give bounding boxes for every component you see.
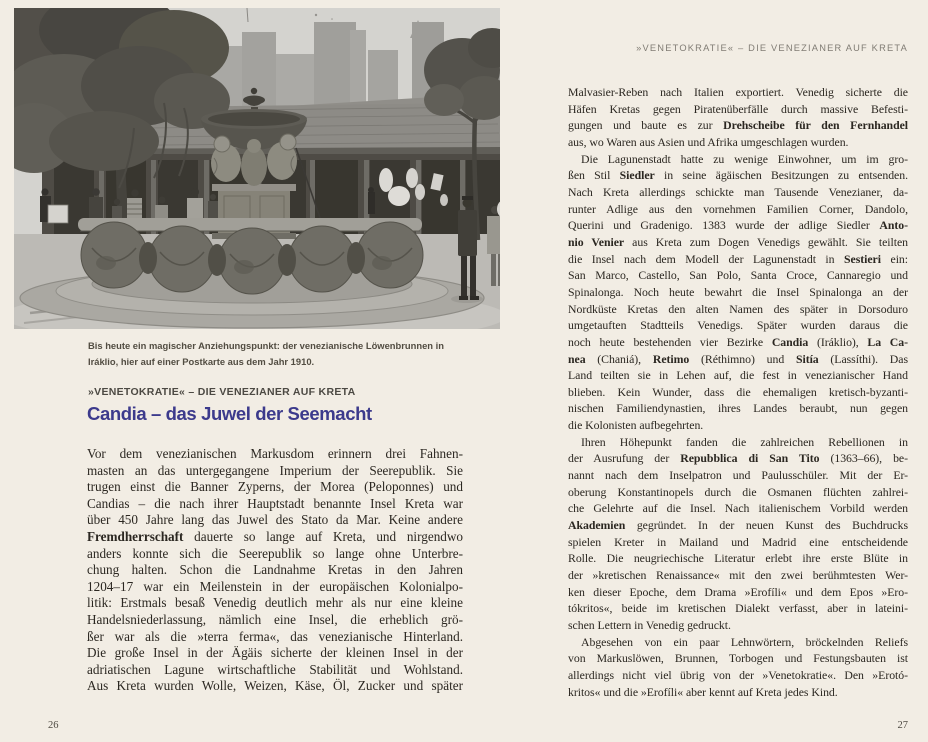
text-line: oberung Konstantinopels durch die Osmanen flüchten zahlrei- <box>568 484 908 499</box>
text-line: die Insel nach dem Modell der Lagunenstadt in Sestieri ein: <box>568 251 908 266</box>
text-line: Ihren Höhepunkt fanden die zahlreichen Rebellionen in <box>581 434 908 449</box>
text-line: Abgesehen von ein paar Lehnwörtern, bröckelnden Reliefs <box>581 634 908 649</box>
text-line: nea (Chaniá), Retimo (Réthimno) und Sitía (Lassíthi). Das <box>568 351 908 366</box>
text-line: ken dieser Epoche, dem Drama »Erofíli« und dem Epos »Ero- <box>568 584 908 599</box>
text-line: von Markuslöwen, Brunnen, Torbogen und Festungsbauten ist <box>568 651 908 666</box>
text-line: spielen Kreter in Mailand und Madrid eine entscheidende <box>568 534 908 549</box>
fountain-photo-illustration <box>14 8 500 329</box>
text-line: der »kretischen Renaissance« mit den zwei berühmtesten Wer- <box>568 568 908 583</box>
text-line: allerdings nicht viel übrig von der »Venetokratie«. Den »Erotó- <box>568 667 908 682</box>
text-line: Die Lagunenstadt hatte zu wenige Einwohner, um im gro- <box>581 151 908 166</box>
text-line: Handelsniederlassung, nämlich eine Insel, die erheblich grö- <box>87 611 463 627</box>
text-line: Vor dem venezianischen Markusdom erinnern drei Fahnen- <box>87 446 463 461</box>
text-line: Land teilten sie in Lehen auf, die fest in venezianischer Hand <box>568 368 908 383</box>
text-line: blieben. Kein Wunder, dass die ehemaligen kretisch-byzanti- <box>568 384 908 399</box>
text-line: Spinalonga. Noch heute bewahrt die Insel Spinalonga an der <box>568 284 908 299</box>
text-line: Querini und Gradenigo. 1383 wurde der adlige Siedler Anto- <box>568 218 908 233</box>
text-line: ßen Stil Siedler in seine ägäischen Besitzungen zu entsenden. <box>568 168 908 183</box>
text-line: Rolle. Die neugriechische Literatur erlebt ihre erste Blüte in <box>568 551 908 566</box>
text-line: trugen einst die Banner Zyperns, der Morea (Peloponnes) und <box>87 479 463 495</box>
photo-lion-statues <box>211 134 297 186</box>
body-text-right <box>568 84 908 700</box>
text-line: Fremdherrschaft dauerte so lange auf Kreta, und nirgendwo <box>87 528 463 544</box>
text-line: tókritos«, beide im kretischen Dialekt verfasst, aber in lateini- <box>568 601 908 616</box>
text-line: nio Venier aus Kreta zum Dogen Venedigs gewählt. Sie teilten <box>568 234 908 249</box>
text-line: gungen und baute es zur Drehscheibe für den Fernhandel <box>568 118 908 133</box>
text-line: umgetauften Stadtteils Venedigs. Später wurden daraus die <box>568 318 908 333</box>
text-line: aus, wo Waren aus Asien und Afrika umgeschlagen wurden. <box>568 134 849 149</box>
text-line: der Ausrufung der Repubblica di San Tito (1363–66), be- <box>568 451 908 466</box>
text-line: nannt nach dem Inselpatron und Paulusschüler. Mit der Er- <box>568 468 908 483</box>
text-line: Malvasier-Reben nach Italien exportiert. Venedig sicherte die <box>568 85 908 99</box>
text-line: adriatischen Lagune wirtschaftliche Stabilität und Wohlstand. <box>87 661 463 677</box>
text-line: runter Adlige aus den vornehmen Familien Corner, Dandolo, <box>568 201 908 216</box>
text-line: Candias – die nach ihrer Hauptstadt benannte Insel Kreta war <box>87 495 463 511</box>
text-line: Akademien gegründet. In der neuen Kunst des Buchdrucks <box>568 518 908 533</box>
text-line: Die große Insel in der Ägäis sicherte der kleinen Insel in der <box>87 645 463 661</box>
text-line: die Kolonisten aufbegehrten. <box>568 418 704 433</box>
text-line: schen Lettern in Venedig gedruckt. <box>568 618 731 632</box>
text-line: kritos« und die »Erofíli« aber kennt auf Kreta jedes Kind. <box>568 684 838 699</box>
chapter-title: Candia – das Juwel der Seemacht <box>87 403 372 424</box>
page-number-right: 27 <box>897 720 908 731</box>
fountain-photo <box>14 8 500 329</box>
text-line: nischen Familiendynastien, ihres Landes beraubt, nun gegen <box>568 401 908 416</box>
text-line: Bis heute ein magischer Anziehungspunkt: der venezianische Löwenbrunnen in <box>88 340 444 351</box>
text-line: noch heute bestehenden vier Bezirke Candia (Iráklio), La Ca- <box>568 334 908 349</box>
text-line: ßer war als die »terra ferma«, das venezianische Hinterland. <box>87 628 463 644</box>
text-line: 1204–17 war ein Meilenstein in der europäischen Kolonialpo- <box>87 578 463 594</box>
text-line: litik: Erstmals besaß Venedig deutlich mehr als nur eine kleine <box>87 595 463 611</box>
text-line: che Gelehrte auf die Insel. Nach italienischem Vorbild werden <box>568 501 908 516</box>
running-header: »VENETOKRATIE« – DIE VENEZIANER AUF KRETA <box>636 43 908 53</box>
text-line: anders konnte sich die Seerepublik so lange ohne Unterbre- <box>87 545 463 561</box>
body-text-left <box>87 446 463 695</box>
photo-caption <box>88 338 458 369</box>
text-line: Nordküste Kretas den alten Namen des später in Dorsoduro <box>568 301 908 316</box>
text-line: Iráklio, hier auf einer Postkarte aus dem Jahr 1910. <box>88 355 315 367</box>
text-line: Aus Kreta wurden Wolle, Weizen, Käse, Öl, Zucker und später <box>87 678 463 694</box>
text-line: San Marco, Castello, San Polo, Santa Croce, Cannaregio und <box>568 268 908 283</box>
text-line: chung halten. Schon die Landnahme Kretas in den Jahren <box>87 562 463 578</box>
text-line: masten an das untergegangene Imperium der Seerepublik. Sie <box>87 462 463 478</box>
text-line: über 450 Jahre lang das Juwel des Stato da Mar. Keine andere <box>87 512 463 528</box>
section-kicker: »VENETOKRATIE« – DIE VENEZIANER AUF KRETA <box>88 386 356 398</box>
text-line: Häfen Kretas gegen Piratenüberfälle durch massive Befesti- <box>568 101 908 116</box>
page-number-left: 26 <box>48 720 59 731</box>
text-line: Nach Kreta allerdings schickte man Tausende Venezianer, da- <box>568 184 908 199</box>
photo-fountain-basin <box>78 218 423 294</box>
